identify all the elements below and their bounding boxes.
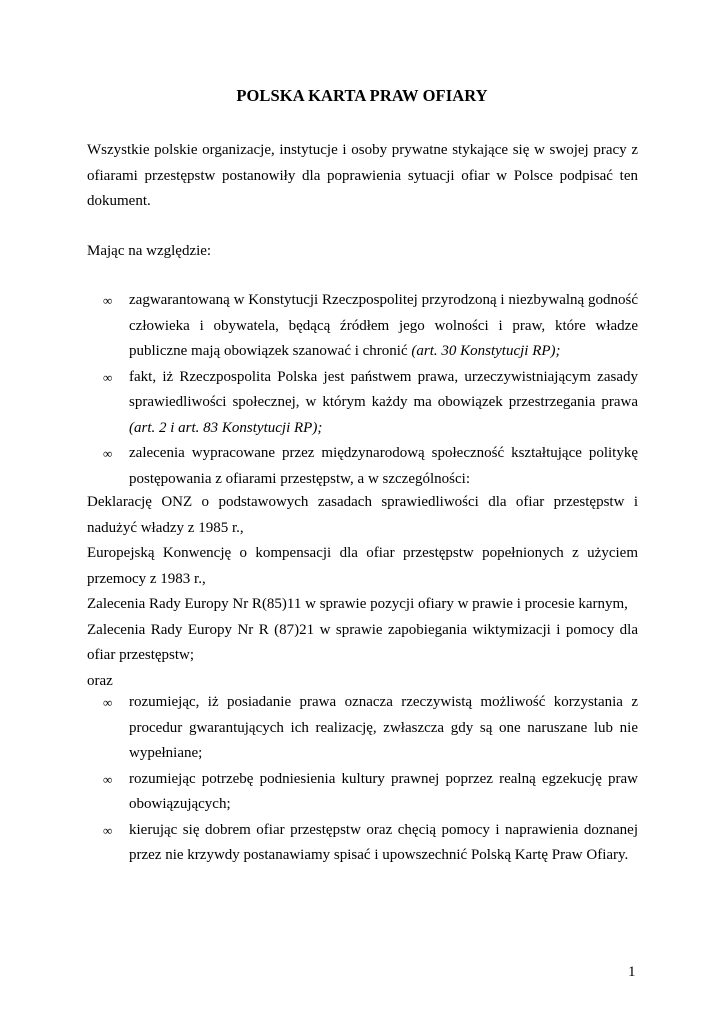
infinity-bullet-icon: ∞ bbox=[103, 369, 113, 385]
list-item bbox=[87, 441, 638, 492]
considerations-list bbox=[87, 288, 638, 492]
declarations-list bbox=[87, 690, 638, 869]
infinity-bullet-icon: ∞ bbox=[103, 446, 113, 461]
page-number: 1 bbox=[628, 964, 636, 980]
list-item-text: rozumiejąc, iż posiadanie prawa oznacza rzeczywistą możliwość korzystania z procedur gwarantujących ich realizację, zwłaszcza gdy są one naruszane lub nie wypełniane; bbox=[129, 694, 638, 761]
list-item-text: zalecenia wypracowane przez międzynarodową społeczność kształtujące politykę postępowania z ofiarami przestępstw, a w szczególności: bbox=[129, 445, 638, 487]
citation: (art. 2 i art. 83 Konstytucji RP); bbox=[129, 419, 323, 436]
reference-item: Zalecenia Rady Europy Nr R(85)11 w sprawie pozycji ofiary w prawie i procesie karnym, bbox=[87, 596, 628, 612]
list-item-text: fakt, iż Rzeczpospolita Polska jest państwem prawa, urzeczywistniającym zasady sprawiedliwości społecznej, w którym każdy ma obowiązek przestrzegania prawa bbox=[129, 368, 638, 410]
intro-paragraph: Wszystkie polskie organizacje, instytucje i osoby prywatne stykające się w swojej pracy z ofiarami przestępstw postanowiły dla poprawienia sytuacji ofiar w Polsce podpisać ten dokument. bbox=[87, 142, 638, 209]
list-item bbox=[87, 767, 638, 818]
infinity-bullet-icon: ∞ bbox=[103, 293, 113, 308]
reference-item: Europejską Konwencję o kompensacji dla ofiar przestępstw popełnionych z użyciem przemocy z 1983 r., bbox=[87, 545, 638, 587]
list-item bbox=[87, 288, 638, 365]
list-item bbox=[87, 365, 638, 442]
conjunction-text: oraz bbox=[87, 672, 113, 689]
citation: (art. 30 Konstytucji RP); bbox=[411, 343, 561, 359]
references-list bbox=[87, 490, 638, 694]
list-item-text: rozumiejąc potrzebę podniesienia kultury prawnej poprzez realną egzekucję praw obowiązujących; bbox=[129, 770, 638, 812]
reference-item: Deklarację ONZ o podstawowych zasadach sprawiedliwości dla ofiar przestępstw i nadużyć władzy z 1985 r., bbox=[87, 494, 638, 536]
list-item-text: zagwarantowaną w Konstytucji Rzeczpospolitej przyrodzoną i niezbywalną godność człowieka i obywatela, będącą źródłem jego wolności i praw, które władze publiczne mają obowiązek szanować i chronić bbox=[129, 292, 638, 359]
infinity-bullet-icon: ∞ bbox=[103, 695, 113, 710]
considering-heading: Mając na względzie: bbox=[87, 243, 212, 259]
document-title: POLSKA KARTA PRAW OFIARY bbox=[236, 86, 488, 105]
list-item bbox=[87, 818, 638, 869]
infinity-bullet-icon: ∞ bbox=[103, 771, 113, 787]
list-item bbox=[87, 690, 638, 767]
reference-item: Zalecenia Rady Europy Nr R (87)21 w sprawie zapobiegania wiktymizacji i pomocy dla ofiar przestępstw; bbox=[87, 621, 638, 663]
list-item-text: kierując się dobrem ofiar przestępstw oraz chęcią pomocy i naprawienia doznanej przez nie krzywdy postanawiamy spisać i upowszechnić Polską Kartę Praw Ofiary. bbox=[129, 821, 638, 863]
infinity-bullet-icon: ∞ bbox=[103, 822, 113, 838]
